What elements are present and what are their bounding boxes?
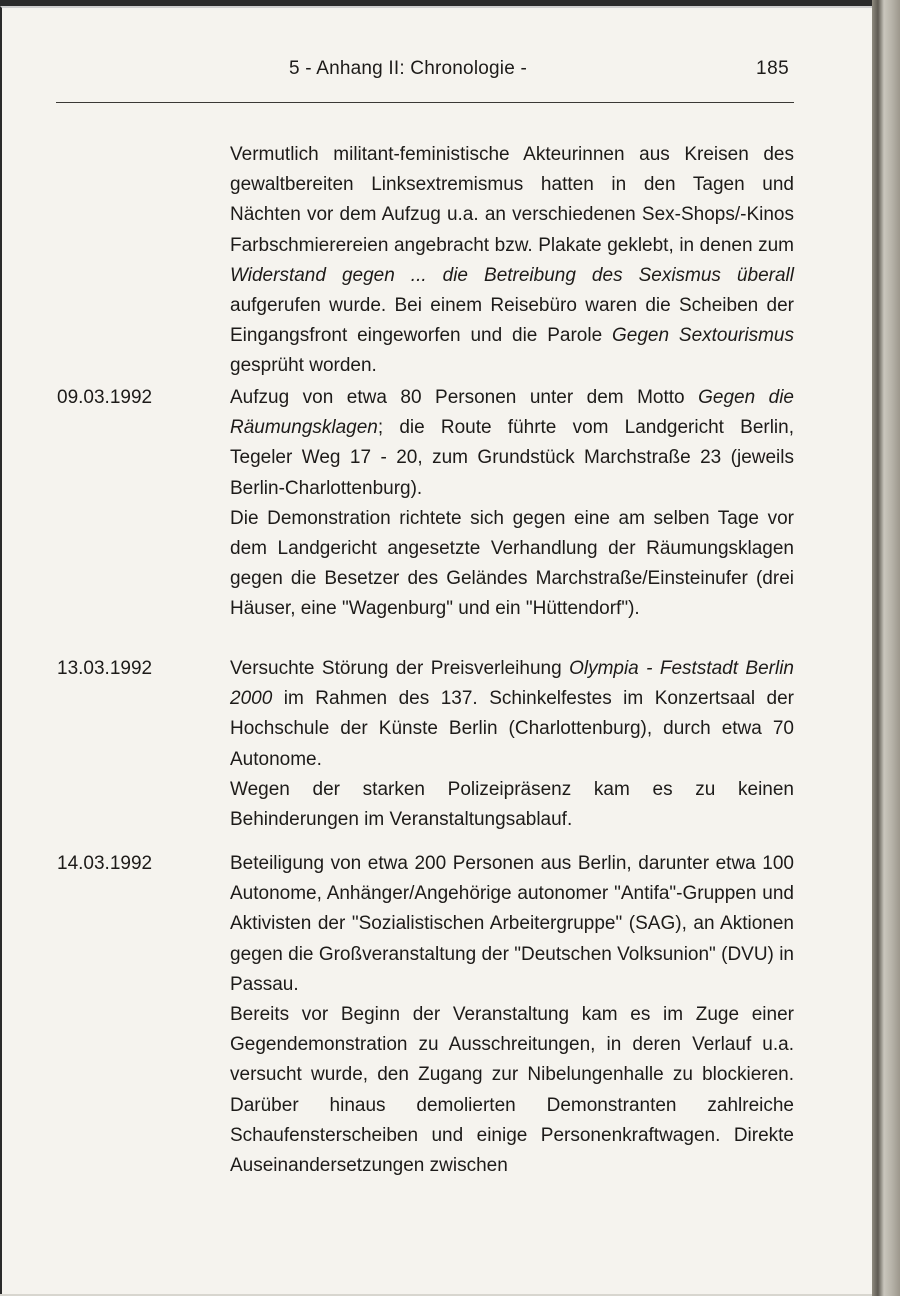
page-number: 185 <box>756 58 790 79</box>
text-run: Aufzug von etwa 80 Personen unter dem Motto <box>230 387 699 408</box>
italic-phrase: Olympia - Feststadt Berlin 2000 <box>230 658 794 710</box>
entry-date: 09.03.1992 <box>57 387 153 408</box>
text-run: gesprüht worden. <box>230 355 377 377</box>
italic-phrase: Gegen die Räumungsklagen <box>230 387 795 439</box>
entry-paragraph <box>230 1000 794 1181</box>
book-spine-edge <box>872 0 900 1296</box>
italic-phrase: Widerstand gegen ... die Betreibung des Sexismus überall <box>230 264 794 286</box>
text-run: Versuchte Störung der Preisverleihung <box>230 658 570 679</box>
text-run: Die Demonstration richtete sich gegen eine am selben Tage vor dem Landgericht angesetzte Verhandlung der Räumungsklagen gegen die Besetzer des Geländes Marchstraße/Einsteinufer (drei Häuser, eine "Wagenburg" und ein "Hüttendorf"). <box>230 507 794 620</box>
running-header <box>0 58 872 88</box>
entry-text <box>230 383 794 625</box>
entry-text <box>230 654 794 835</box>
header-chapter-title: 5 - Anhang II: Chronologie - <box>289 58 527 79</box>
entry-date: 14.03.1992 <box>57 853 153 874</box>
entry-text <box>230 849 794 1181</box>
text-run: Beteiligung von etwa 200 Personen aus Berlin, darunter etwa 100 Autonome, Anhänger/Angehörige autonomer "Antifa"-Gruppen und Aktivisten der "Sozialistischen Arbeitergruppe" (SAG), an Aktionen gegen die Großveranstaltung der "Deutschen Volksunion" (DVU) in Passau. <box>230 853 794 995</box>
header-divider <box>56 102 794 103</box>
italic-phrase: Gegen Sextourismus <box>612 325 794 347</box>
text-run: im Rahmen des 137. Schinkelfestes im Konzertsaal der Hochschule der Künste Berlin (Charlottenburg), durch etwa 70 Autonome. <box>230 688 794 770</box>
entry-paragraph <box>230 654 794 775</box>
entry-paragraph <box>230 140 794 382</box>
entry-paragraph <box>230 383 794 504</box>
text-run: Wegen der starken Polizeipräsenz kam es zu keinen Behinderungen im Veranstaltungsablauf. <box>230 778 794 831</box>
entry-paragraph <box>230 504 794 625</box>
text-run: ; die Route führte vom Landgericht Berlin, Tegeler Weg 17 - 20, zum Grundstück Marchstraße 23 (jeweils Berlin-Charlottenburg). <box>230 417 794 499</box>
text-run: Bereits vor Beginn der Veranstaltung kam es im Zuge einer Gegendemonstration zu Ausschreitungen, in deren Verlauf u.a. versucht wurde, den Zugang zur Nibelungenhalle zu blockieren. Darüber hinaus demolierten Demonstranten zahlreiche Schaufensterscheiben und einige Personenkraftwagen. Direkte Auseinandersetzungen zwischen <box>230 1004 794 1177</box>
entry-text <box>230 140 794 382</box>
entry-paragraph <box>230 775 794 835</box>
text-run: aufgerufen wurde. Bei einem Reisebüro waren die Scheiben der Eingangsfront eingeworfen und die Parole <box>230 295 794 347</box>
text-run: Vermutlich militant-feministische Akteurinnen aus Kreisen des gewaltbereiten Linksextremismus hatten in den Tagen und Nächten vor dem Aufzug u.a. an verschiedenen Sex-Shops/-Kinos Farbschmierereien angebracht bzw. Plakate geklebt, in denen zum <box>230 144 794 256</box>
entry-date: 13.03.1992 <box>57 658 153 679</box>
entry-paragraph <box>230 849 794 1000</box>
